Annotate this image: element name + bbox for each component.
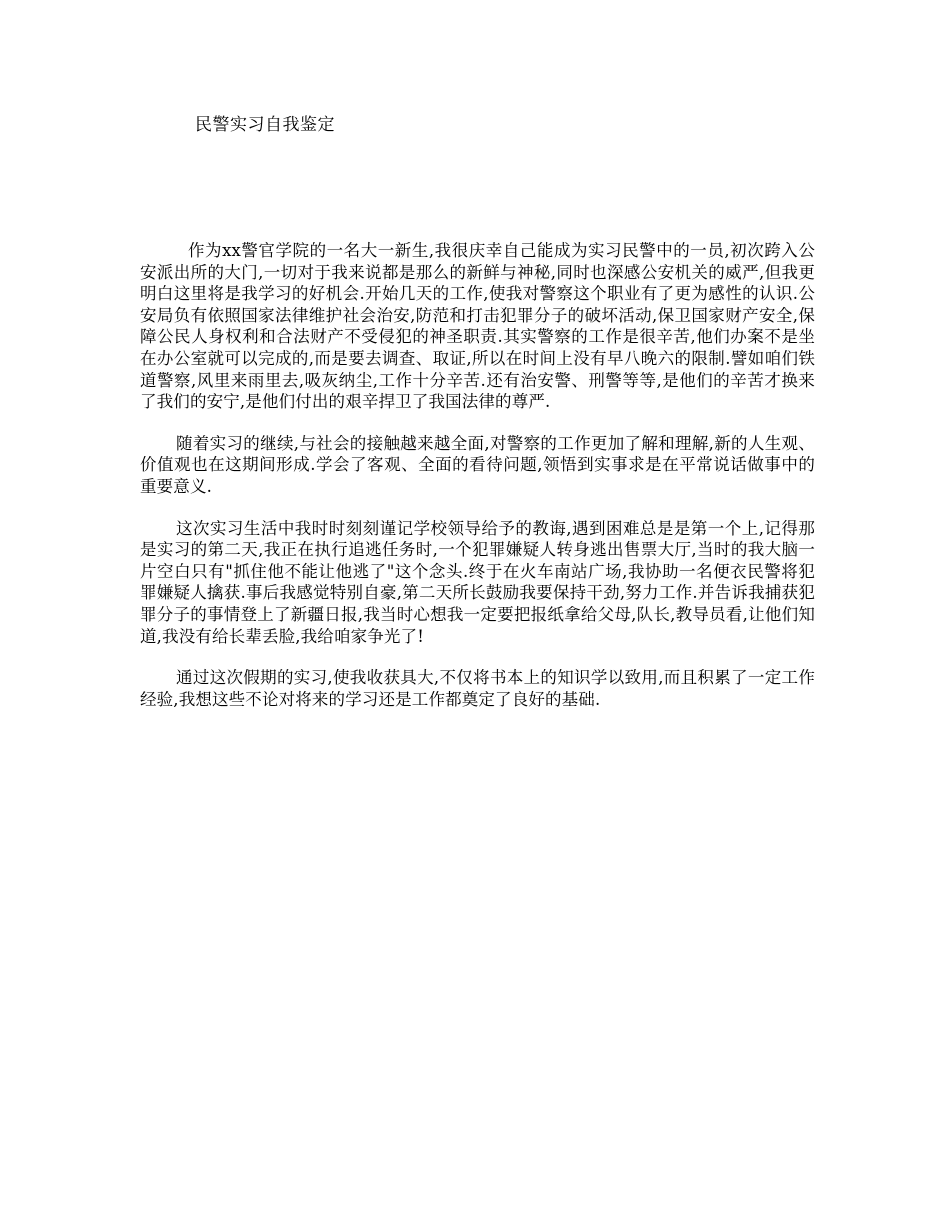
paragraph-2: 随着实习的继续,与社会的接触越来越全面,对警察的工作更加了解和理解,新的人生观、价值观也在这期间形成.学会了客观、全面的看待问题,领悟到实事求是在平常说话做事中的重要意义. [140,433,815,496]
document-title: 民警实习自我鉴定 [195,115,335,135]
paragraph-4: 通过这次假期的实习,使我收获具大,不仅将书本上的知识学以致用,而且积累了一定工作经验,我想这些不论对将来的学习还是工作都奠定了良好的基础. [140,668,815,709]
document-body [140,240,815,730]
paragraph-1: 作为xx警官学院的一名大一新生,我很庆幸自己能成为实习民警中的一员,初次跨入公安派出所的大门,一切对于我来说都是那么的新鲜与神秘,同时也深感公安机关的威严,但我更明白这里将是我学习的好机会.开始几天的工作,使我对警察这个职业有了更为感性的认识.公安局负有依照国家法律维护社会治安,防范和打击犯罪分子的破坏活动,保卫国家财产安全,保障公民人身权利和合法财产不受侵犯的神圣职责.其实警察的工作是很辛苦,他们办案不是坐在办公室就可以完成的,而是要去调查、取证,所以在时间上没有早八晚六的限制.譬如咱们铁道警察,风里来雨里去,吸灰纳尘,工作十分辛苦.还有治安警、刑警等等,是他们的辛苦才换来了我们的安宁,是他们付出的艰辛捍卫了我国法律的尊严. [140,241,815,412]
paragraph-3: 这次实习生活中我时时刻刻谨记学校领导给予的教诲,遇到困难总是是第一个上,记得那是实习的第二天,我正在执行追逃任务时,一个犯罪嫌疑人转身逃出售票大厅,当时的我大脑一片空白只有"抓住他不能让他逃了"这个念头.终于在火车南站广场,我协助一名便衣民警将犯罪嫌疑人擒获.事后我感觉特别自豪,第二天所长鼓励我要保持干劲,努力工作.并告诉我捕获犯罪分子的事情登上了新疆日报,我当时心想我一定要把报纸拿给父母,队长,教导员看,让他们知道,我没有给长辈丢脸,我给咱家争光了! [140,518,815,646]
